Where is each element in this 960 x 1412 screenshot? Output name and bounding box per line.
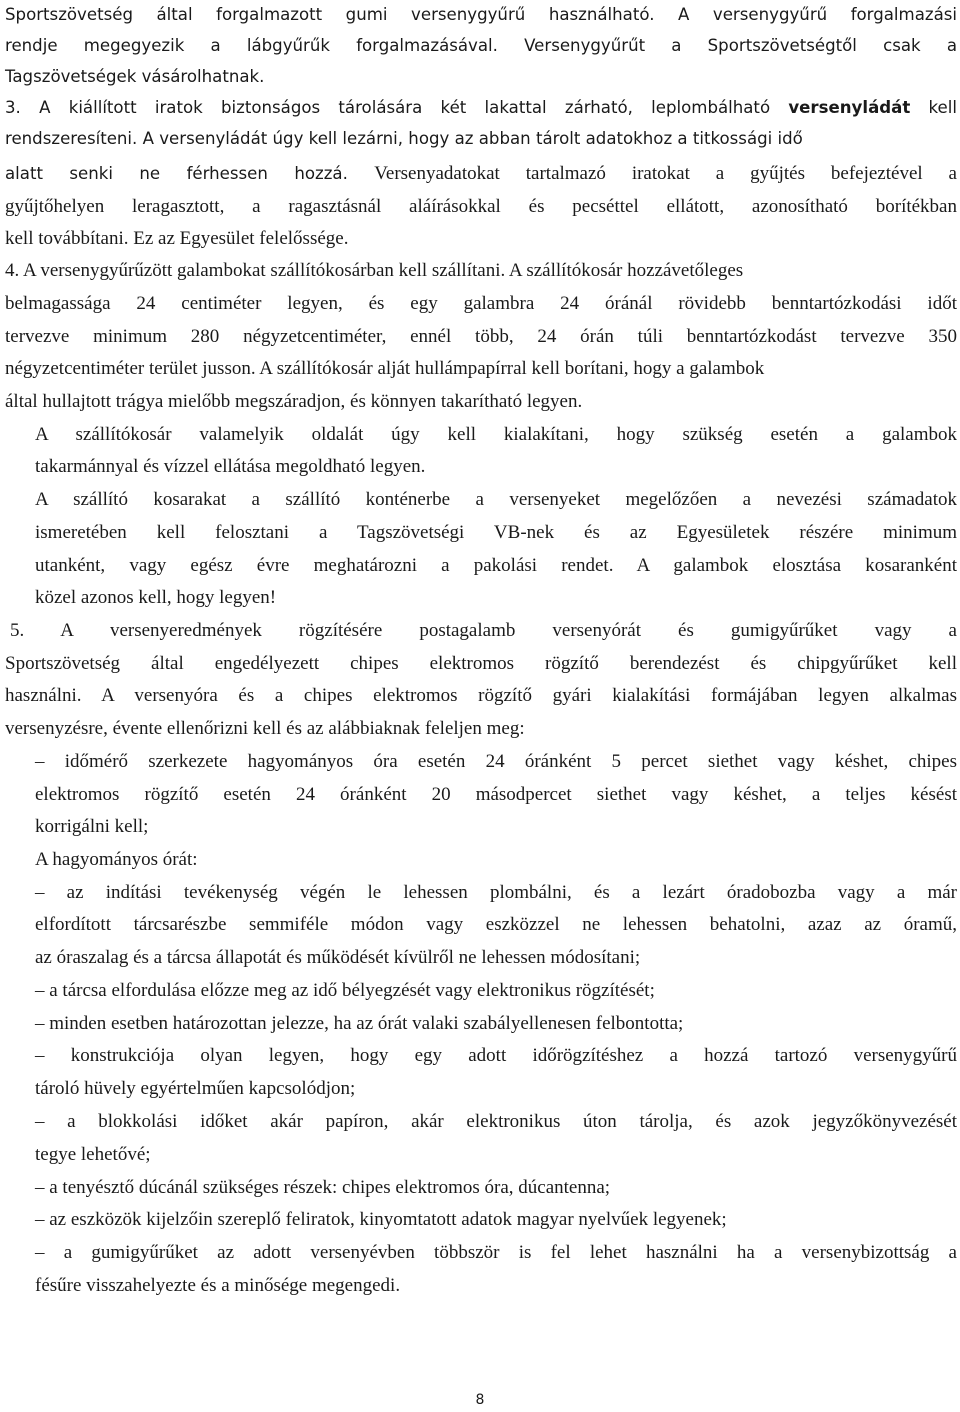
text-line	[5, 326, 957, 348]
bold-text: postagalamb versenyórát és gumigyűrűket	[419, 620, 838, 641]
text-span: használni. A versenyóra és a chipes elektromos rögzítő gyári kialakítási formájában legyen alkalmas	[5, 685, 957, 706]
text-line	[5, 685, 957, 707]
text-line	[35, 1209, 957, 1231]
text-span: – az eszközök kijelzőin szereplő feliratok, kinyomtatott adatok magyar nyelvűek legyenek;	[35, 1209, 727, 1230]
text-line	[35, 1111, 957, 1133]
text-line	[35, 980, 957, 1002]
text-span: versenyzésre, évente ellenőrizni kell és az alábbiaknak feleljen meg:	[5, 718, 525, 739]
text-line	[35, 1013, 957, 1035]
text-span: vagy a	[837, 620, 957, 641]
text-span: elektromos rögzítő esetén 24 óránként 20 másodpercet siethet vagy késhet, a teljes késést	[35, 784, 957, 805]
text-span: A szállítókosár hozzávetőleges	[508, 260, 744, 281]
text-line	[35, 849, 957, 871]
bold-text: chipes elektromos rögzítő berendezést és chipgyűrűket	[350, 653, 898, 674]
text-span: tervezve minimum 280 négyzetcentiméter, ennél több, 24 órán túli benntartózkodást tervezve 350	[5, 326, 957, 347]
text-span: kell szállítani.	[393, 260, 509, 281]
text-line	[35, 555, 957, 577]
text-span: Sportszövetség által forgalmazott gumi versenygyűrű használható. A versenygyűrű forgalmazási	[5, 5, 957, 24]
text-line	[35, 784, 957, 806]
text-span: – időmérő szerkezete hagyományos óra esetén 24 óránként 5 percet siethet vagy késhet, chipes	[35, 751, 957, 772]
text-line	[35, 947, 957, 969]
text-span: – a blokkolási időket akár papíron, akár elektronikus úton tárolja, és azok jegyzőkönyvezését	[35, 1111, 957, 1132]
text-span: Sportszövetség által engedélyezett	[5, 653, 351, 674]
text-line	[35, 1275, 957, 1297]
text-span: közel azonos kell, hogy legyen!	[35, 587, 277, 608]
text-line	[35, 1242, 957, 1264]
page-number: 8	[475, 1392, 485, 1408]
text-line	[10, 620, 957, 642]
text-span: elfordított tárcsarészbe semmiféle módon vagy eszközzel ne lehessen behatolni, azaz az óramű,	[35, 914, 957, 935]
text-line	[35, 1144, 957, 1166]
text-line	[35, 1078, 957, 1100]
text-line	[5, 228, 957, 250]
text-span: A szállítókosár valamelyik oldalát úgy kell kialakítani, hogy szükség esetén a galambok	[35, 424, 957, 445]
text-span: belmagassága 24 centiméter legyen, és egy galambra 24 óránál rövidebb benntartózkodási időt	[5, 293, 957, 314]
text-span: tegye lehetővé;	[35, 1144, 151, 1165]
text-line	[35, 1177, 957, 1199]
text-line	[5, 66, 957, 88]
text-span: 5. A versenyeredmények rögzítésére	[10, 620, 420, 641]
text-span: – az indítási tevékenység végén le lehessen plombálni, és a lezárt óradobozba vagy a már	[35, 882, 957, 903]
text-span: fésűre visszahelyezte és a minősége megengedi.	[35, 1275, 401, 1296]
text-line	[35, 882, 957, 904]
text-line	[35, 456, 957, 478]
text-line	[5, 196, 957, 218]
text-span: négyzetcentiméter terület jusson. A szállítókosár alját hullámpapírral kell borítani, hogy a galambok	[5, 358, 765, 379]
text-line	[35, 587, 957, 609]
text-span: gyűjtőhelyen leragasztott, a ragasztásnál aláírásokkal és pecséttel ellátott, azonosítható borítékban	[5, 196, 957, 217]
text-span: Tagszövetségek vásárolhatnak.	[5, 67, 265, 86]
text-span: 3. A kiállított iratok biztonságos tárolására két lakattal zárható, leplombálható	[5, 98, 789, 117]
bold-text: szállítókosárban	[270, 260, 394, 281]
text-span: rendszeresíteni.	[5, 129, 143, 148]
text-span: tároló hüvely egyértelműen kapcsolódjon;	[35, 1078, 356, 1099]
text-line	[5, 653, 957, 675]
text-line	[5, 97, 957, 119]
text-line	[5, 260, 957, 282]
text-line	[35, 1045, 957, 1067]
text-span: A versenyládát úgy kell lezárni, hogy az abban tárolt adatokhoz a titkossági idő	[142, 129, 803, 148]
text-span: rendje megegyezik a lábgyűrűk forgalmazásával. Versenygyűrűt a Sportszövetségtől csak a	[5, 36, 957, 55]
text-span: alatt senki ne férhessen hozzá.	[5, 164, 375, 183]
text-line	[5, 35, 957, 57]
text-line	[35, 522, 957, 544]
text-span: A hagyományos órát:	[35, 849, 198, 870]
text-line	[5, 128, 957, 150]
text-span: – a tárcsa elfordulása előzze meg az idő bélyegzését vagy elektronikus rögzítését;	[35, 980, 655, 1001]
text-line	[35, 914, 957, 936]
text-span: takarmánnyal és vízzel ellátása megoldható legyen.	[35, 456, 426, 477]
text-line	[5, 391, 957, 413]
text-line	[35, 424, 957, 446]
text-line	[35, 489, 957, 511]
text-span: – konstrukciója olyan legyen, hogy egy adott időrögzítéshez a hozzá tartozó versenygyűrű	[35, 1045, 957, 1066]
text-span: utanként, vagy egész évre meghatározni a pakolási rendet. A galambok elosztása kosaranként	[35, 555, 957, 576]
text-span: korrigálni kell;	[35, 816, 149, 837]
text-span: – a tenyésztő dúcánál szükséges részek: chipes elektromos óra, dúcantenna;	[35, 1177, 611, 1198]
text-span: – a gumigyűrűket az adott versenyévben többször is fel lehet használni ha a versenybizottság a	[35, 1242, 957, 1263]
text-span: – minden esetben határozottan jelezze, ha az órát valaki szabályellenesen felbontotta;	[35, 1013, 684, 1034]
text-span: Versenyadatokat tartalmazó iratokat a gyűjtés befejeztével a	[374, 163, 957, 184]
bold-text: versenyládát	[788, 98, 911, 117]
text-line	[5, 293, 957, 315]
text-span: az óraszalag és a tárcsa állapotát és működését kívülről ne lehessen módosítani;	[35, 947, 641, 968]
text-span: kell	[897, 653, 957, 674]
text-line	[5, 4, 957, 26]
text-span: kell továbbítani. Ez az Egyesület felelőssége.	[5, 228, 349, 249]
text-line	[5, 163, 957, 185]
text-line	[5, 718, 957, 740]
text-span: kell	[910, 98, 957, 117]
text-span: 4. A versenygyűrűzött galambokat	[5, 260, 271, 281]
text-span: ismeretében kell felosztani a Tagszövetségi VB-nek és az Egyesületek részére minimum	[35, 522, 957, 543]
text-line	[35, 751, 957, 773]
text-span: által hullajtott trágya mielőbb megszáradjon, és könnyen takarítható legyen.	[5, 391, 583, 412]
text-line	[5, 358, 957, 380]
text-span: A szállító kosarakat a szállító konténerbe a versenyeket megelőzően a nevezési számadatok	[35, 489, 957, 510]
text-line	[35, 816, 957, 838]
